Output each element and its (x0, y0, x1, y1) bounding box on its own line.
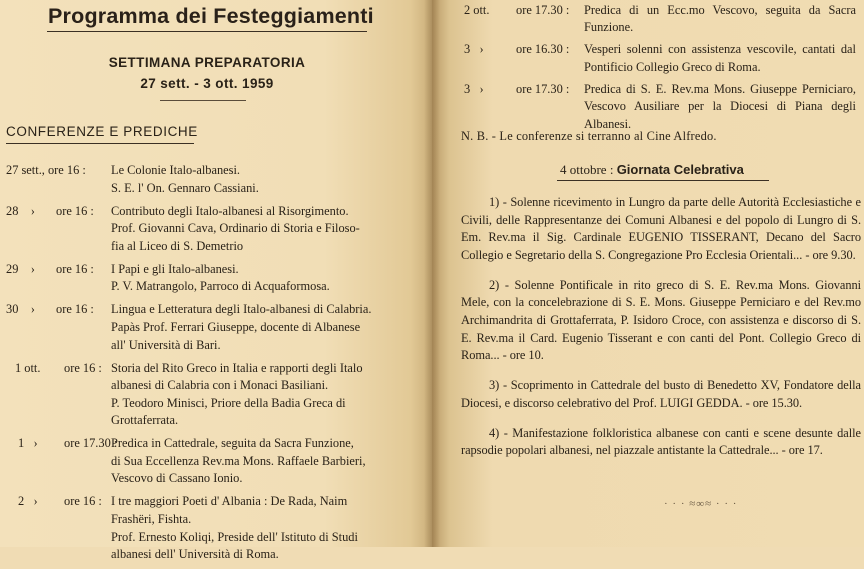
day-heading (560, 162, 744, 178)
entry-date: 1 ott. (15, 360, 41, 375)
entry-time: ore 16.30 : (516, 42, 570, 57)
entry-line: Prof. Ernesto Koliqi, Preside dell' Istituto di Studi (111, 529, 358, 544)
entry-body (111, 301, 412, 354)
schedule-list (0, 162, 432, 569)
entry-line: albanesi dell' Università di Roma. (111, 547, 279, 562)
note: N. B. - Le conferenze si terranno al Cine Alfredo. (461, 129, 717, 143)
entry-line: P. V. Matrangolo, Parroco di Acquaformosa. (111, 279, 330, 294)
week-title: SETTIMANA PREPARATORIA (108, 55, 306, 70)
left-page (0, 0, 432, 562)
week-dates: 27 sett. - 3 ott. 1959 (140, 76, 274, 91)
entry-time: ore 16 : (64, 360, 102, 375)
entry-line: I Papi e gli Italo-albanesi. (111, 261, 239, 276)
entry-body (111, 203, 412, 256)
entry-time: ore 16 : (64, 494, 102, 509)
week-divider (160, 100, 246, 101)
entry-line: Prof. Giovanni Cava, Ordinario di Storia e Filoso- (111, 221, 360, 236)
day-heading-underline (557, 180, 769, 181)
entry-time: ore 17.30 : (516, 81, 570, 96)
section-heading: CONFERENZE E PREDICHE (6, 124, 198, 139)
schedule-entry (0, 261, 432, 296)
entry-line: Predica in Cattedrale, seguita da Sacra Funzione, (111, 436, 354, 451)
ornament-divider: · · · ≈∞≈ · · · (664, 498, 738, 510)
entry-line: di Sua Eccellenza Rev.ma Mons. Raffaele Barbieri, (111, 453, 366, 468)
entry-body (111, 435, 412, 488)
right-page (432, 0, 864, 547)
entry-line: fia al Liceo di S. Demetrio (111, 238, 244, 253)
program-item: 2) - Solenne Pontificale in rito greco di S. E. Rev.ma Mons. Giovanni Mele, con la concelebrazione di S. E. Mons. Giuseppe Perniciaro e del Rev.mo Archimandrita di Grottaferrata, P. Isidoro Croce, con assistenza e discorso di S. E. Rev.ma il Card. Eugenio Tisserant e con canti del Pont. Collegio Greco di Roma... - ore 10. (461, 277, 861, 363)
program-item: 1) - Solenne ricevimento in Lungro da parte delle Autorità Ecclesiastiche e Civili, delle Rappresentanze dei Comuni Albanesi e del popolo di Lungro di S. Em. Rev.ma il Sig. Cardinale EUGENIO TISSERANT, Decano del Sacro Collegio e Segretario della S. Congregazione Pro Ecclesia Orientali... - ore 9.30. (461, 195, 861, 262)
day-date: 4 ottobre : (560, 162, 614, 177)
schedule-entry (432, 41, 864, 76)
entry-body (111, 261, 412, 296)
schedule-entry (0, 493, 432, 563)
entry-time: ore 17.30 : (64, 436, 118, 451)
entry-line: albanesi di Calabria con i Monaci Basiliani. (111, 378, 329, 393)
page-title: Programma dei Festeggiamenti (48, 4, 374, 28)
entry-body (111, 360, 412, 430)
entry-body: Predica di un Ecc.mo Vescovo, seguita da Sacra Funzione. (584, 3, 856, 35)
entry-body: Vesperi solenni con assistenza vescovile, cantati dal Pontificio Collegio Greco di Roma. (584, 42, 856, 74)
celebration-program (461, 194, 861, 466)
entry-date: 2 › (18, 494, 38, 509)
entry-date: 3 › (464, 81, 484, 96)
day-title: Giornata Celebrativa (616, 162, 744, 177)
section-underline (6, 143, 194, 144)
entry-line: S. E. l' On. Gennaro Cassiani. (111, 180, 259, 195)
entry-time: ore 16 : (56, 261, 94, 276)
entry-time: ore 17.30 : (516, 3, 570, 17)
schedule-entry (432, 2, 864, 37)
entry-line: Frashëri, Fishta. (111, 512, 192, 527)
schedule-list-continued (432, 2, 864, 138)
program-item: 3) - Scoprimento in Cattedrale del busto di Benedetto XV, Fondatore della Diocesi, e discorso celebrativo del Prof. LUIGI GEDDA. - ore 15.30. (461, 378, 861, 410)
entry-line: I tre maggiori Poeti d' Albania : De Rada, Naim (111, 494, 348, 509)
entry-time: ore 16 : (56, 302, 94, 317)
schedule-entry (0, 162, 432, 197)
schedule-entry (0, 360, 432, 430)
entry-line: Storia del Rito Greco in Italia e rapporti degli Italo (111, 360, 363, 375)
schedule-entry (432, 81, 864, 133)
entry-line: all' Università di Bari. (111, 337, 221, 352)
entry-line: Contributo degli Italo-albanesi al Risorgimento. (111, 203, 349, 218)
title-underline (47, 31, 367, 32)
entry-date: 2 ott. (464, 3, 490, 17)
entry-date: 29 › (6, 261, 35, 276)
entry-date: 30 › (6, 302, 35, 317)
entry-date: 28 › (6, 203, 35, 218)
schedule-entry (0, 203, 432, 256)
entry-body (111, 162, 412, 197)
entry-line: P. Teodoro Minisci, Priore della Badia Greca di (111, 395, 346, 410)
entry-line: Papàs Prof. Ferrari Giuseppe, docente di Albanese (111, 319, 361, 334)
entry-line: Le Colonie Italo-albanesi. (111, 163, 241, 177)
entry-line: Grottaferrata. (111, 413, 179, 428)
program-item: 4) - Manifestazione folkloristica albanese con canti e scene desunte dalle rapsodie popolari albanesi, nel piazzale antistante la Cattedrale... - ore 17. (461, 425, 861, 458)
entry-line: Lingua e Letteratura degli Italo-albanesi di Calabria. (111, 302, 372, 317)
entry-body: Predica di S. E. Rev.ma Mons. Giuseppe Perniciaro, Vescovo Ausiliare per la Diocesi di Piana degli Albanesi. (584, 81, 856, 131)
entry-line: Vescovo di Cassano Ionio. (111, 471, 243, 486)
entry-body (111, 493, 412, 563)
entry-time: ore 16 : (56, 203, 94, 218)
schedule-entry (0, 435, 432, 488)
entry-date: 3 › (464, 42, 484, 57)
entry-date: 1 › (18, 436, 38, 451)
schedule-entry (0, 301, 432, 354)
entry-date: 27 sett., ore 16 : (6, 163, 86, 177)
week-block (104, 52, 310, 94)
